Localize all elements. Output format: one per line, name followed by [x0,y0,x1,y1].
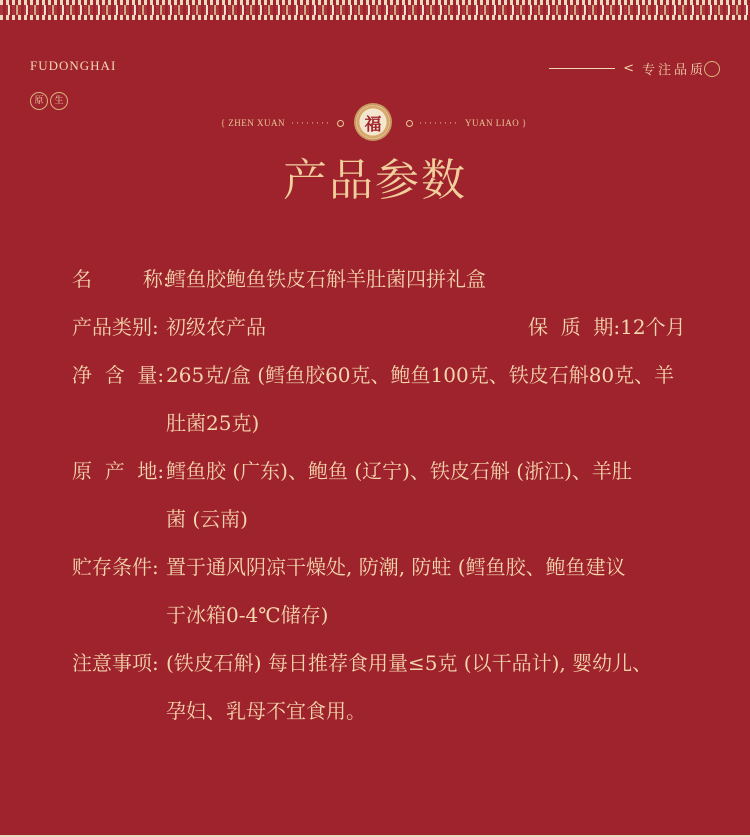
ring-icon [337,120,344,127]
param-value: 12个月 [620,315,686,339]
param-value: 置于通风阴凉干燥处, 防潮, 防蛀 (鳕鱼胶、鲍鱼建议 [166,555,626,579]
param-label: 保 质 期: [528,315,621,339]
param-value-continued: 菌 (云南) [166,507,248,531]
param-row-origin [72,447,692,495]
param-label: 名 称: [72,267,170,291]
tagline-text: 专注品质 [641,63,706,78]
param-row-name [72,255,692,303]
ring-icon [406,120,413,127]
param-category [72,303,528,351]
ornament-dots: ········ [419,118,459,128]
param-value: 鳕鱼胶 (广东)、鲍鱼 (辽宁)、铁皮石斛 (浙江)、羊肚 [166,459,632,483]
param-row-category [72,303,692,351]
ornament-right [406,118,527,128]
param-value: 初级农产品 [166,315,266,339]
ornament-right-text: YUAN LIAO } [464,118,527,128]
ornament-left [221,118,344,128]
page-title: 产品参数 [283,155,467,206]
param-label: 产品类别: [72,315,159,339]
param-label: 贮存条件: [72,555,159,579]
param-value-continued: 于冰箱0-4℃储存) [166,603,329,627]
ornament-left-text: { ZHEN XUAN [220,118,286,128]
param-label: 注意事项: [72,651,159,675]
param-value: 265克/盒 (鳕鱼胶60克、鲍鱼100克、铁皮石斛80克、羊 [166,363,675,387]
param-shelf-life [528,303,692,351]
param-label: 原 产 地: [72,459,165,483]
seal-char: 生 [50,92,68,110]
tagline-rule [549,68,615,69]
product-parameters [72,255,692,735]
fu-emblem: 福 [356,105,390,139]
top-decorative-border [0,0,750,20]
tagline [549,59,720,78]
tagline-chevron: < [623,61,634,76]
param-value-continued: 肚菌25克) [166,411,260,435]
param-label: 净 含 量: [72,363,165,387]
param-row-storage [72,543,692,591]
tagline-circle-icon [704,61,720,77]
ornament-dots: ········ [291,118,331,128]
brand-name: FUDONGHAI [30,58,117,73]
seal-char: 原 [30,92,48,110]
title-ornament [0,104,750,140]
param-value-continued: 孕妇、乳母不宜食用。 [166,699,366,723]
param-value: (铁皮石斛) 每日推荐食用量≤5克 (以干品计), 婴幼儿、 [166,651,653,675]
param-row-net [72,351,692,399]
param-value: 鳕鱼胶鲍鱼铁皮石斛羊肚菌四拼礼盒 [166,267,486,291]
param-row-notice [72,639,692,687]
